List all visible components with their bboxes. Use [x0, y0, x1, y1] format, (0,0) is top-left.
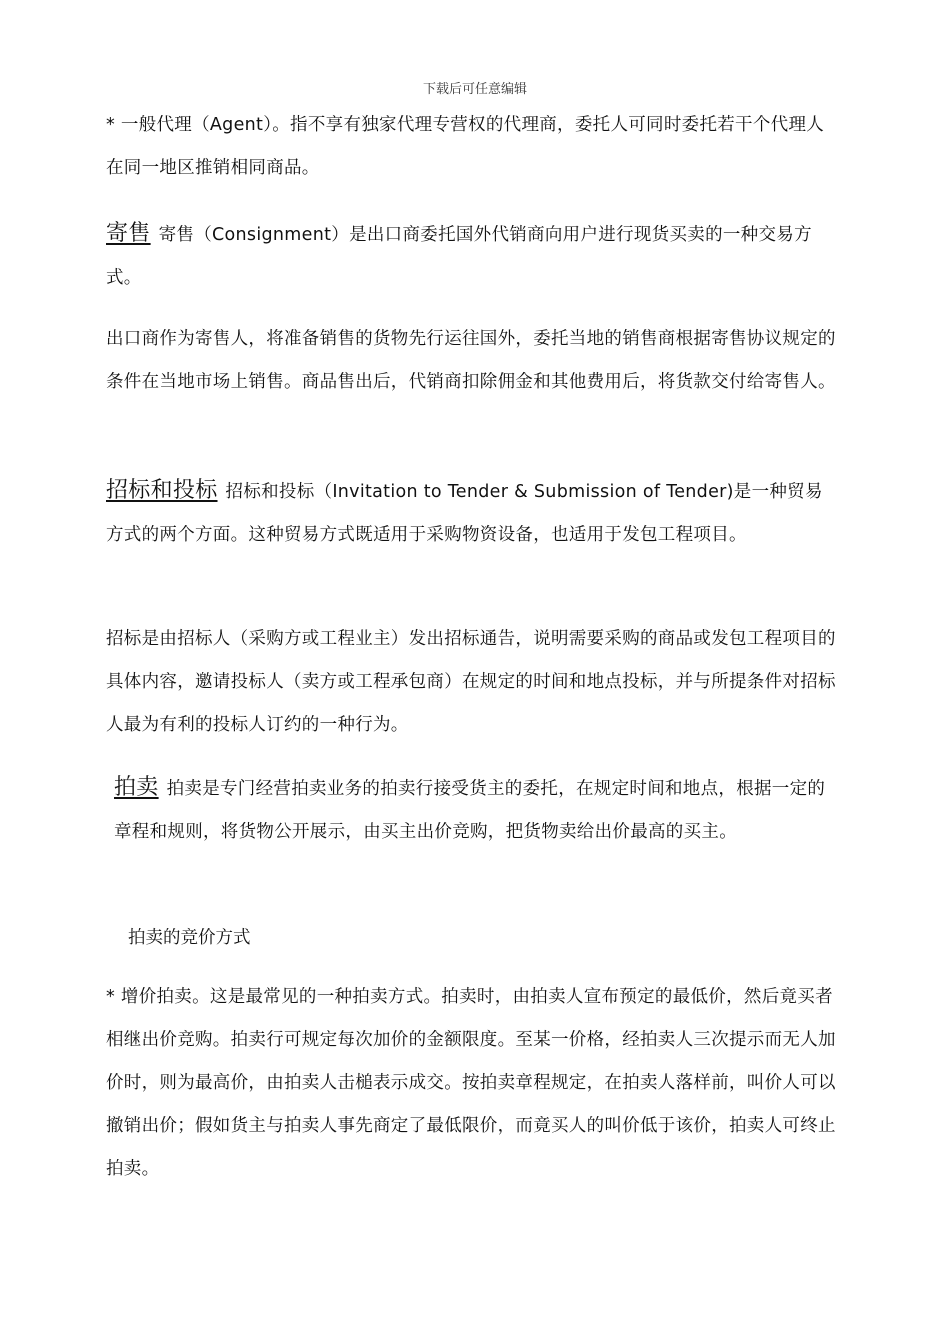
agent-paragraph: * 一般代理（Agent）。指不享有独家代理专营权的代理商，委托人可同时委托若干个代理人在同一地区推销相同商品。	[106, 115, 825, 178]
consignment-paragraph	[106, 212, 836, 300]
auction-subheading: 拍卖的竞价方式	[128, 928, 251, 948]
tender-paragraph	[106, 469, 836, 557]
tender-detail-paragraph: 招标是由招标人（采购方或工程业主）发出招标通告，说明需要采购的商品或发包工程项目的具体内容，邀请投标人（卖方或工程承包商）在规定的时间和地点投标，并与所提条件对招标人最为有利的投标人订约的一种行为。	[106, 629, 836, 735]
consignment-definition: 寄售（Consignment）是出口商委托国外代销商向用户进行现货买卖的一种交易方式。	[106, 225, 812, 288]
page-header: 下载后可任意编辑	[422, 82, 527, 97]
auction-paragraph	[114, 766, 828, 854]
auction-definition: 拍卖是专门经营拍卖业务的拍卖行接受货主的委托，在规定时间和地点，根据一定的章程和规则，将货物公开展示，由买主出价竞购，把货物卖给出价最高的买主。	[114, 779, 826, 842]
tender-term: 招标和投标	[106, 478, 218, 503]
auction-term: 拍卖	[114, 775, 159, 800]
consignment-term: 寄售	[106, 221, 151, 246]
auction-increase-paragraph: * 增价拍卖。这是最常见的一种拍卖方式。拍卖时，由拍卖人宣布预定的最低价，然后竟买者相继出价竞购。拍卖行可规定每次加价的金额限度。至某一价格，经拍卖人三次提示而无人加价时，则为最高价，由拍卖人击槌表示成交。按拍卖章程规定，在拍卖人落样前，叫价人可以撤销出价；假如货主与拍卖人事先商定了最低限价，而竟买人的叫价低于该价，拍卖人可终止拍卖。	[106, 987, 836, 1179]
consignment-detail-paragraph: 出口商作为寄售人，将准备销售的货物先行运往国外，委托当地的销售商根据寄售协议规定的条件在当地市场上销售。商品售出后，代销商扣除佣金和其他费用后，将货款交付给寄售人。	[106, 329, 836, 392]
tender-definition: 招标和投标（Invitation to Tender & Submission of Tender)是一种贸易方式的两个方面。这种贸易方式既适用于采购物资设备，也适用于发包工程项目。	[106, 482, 823, 545]
